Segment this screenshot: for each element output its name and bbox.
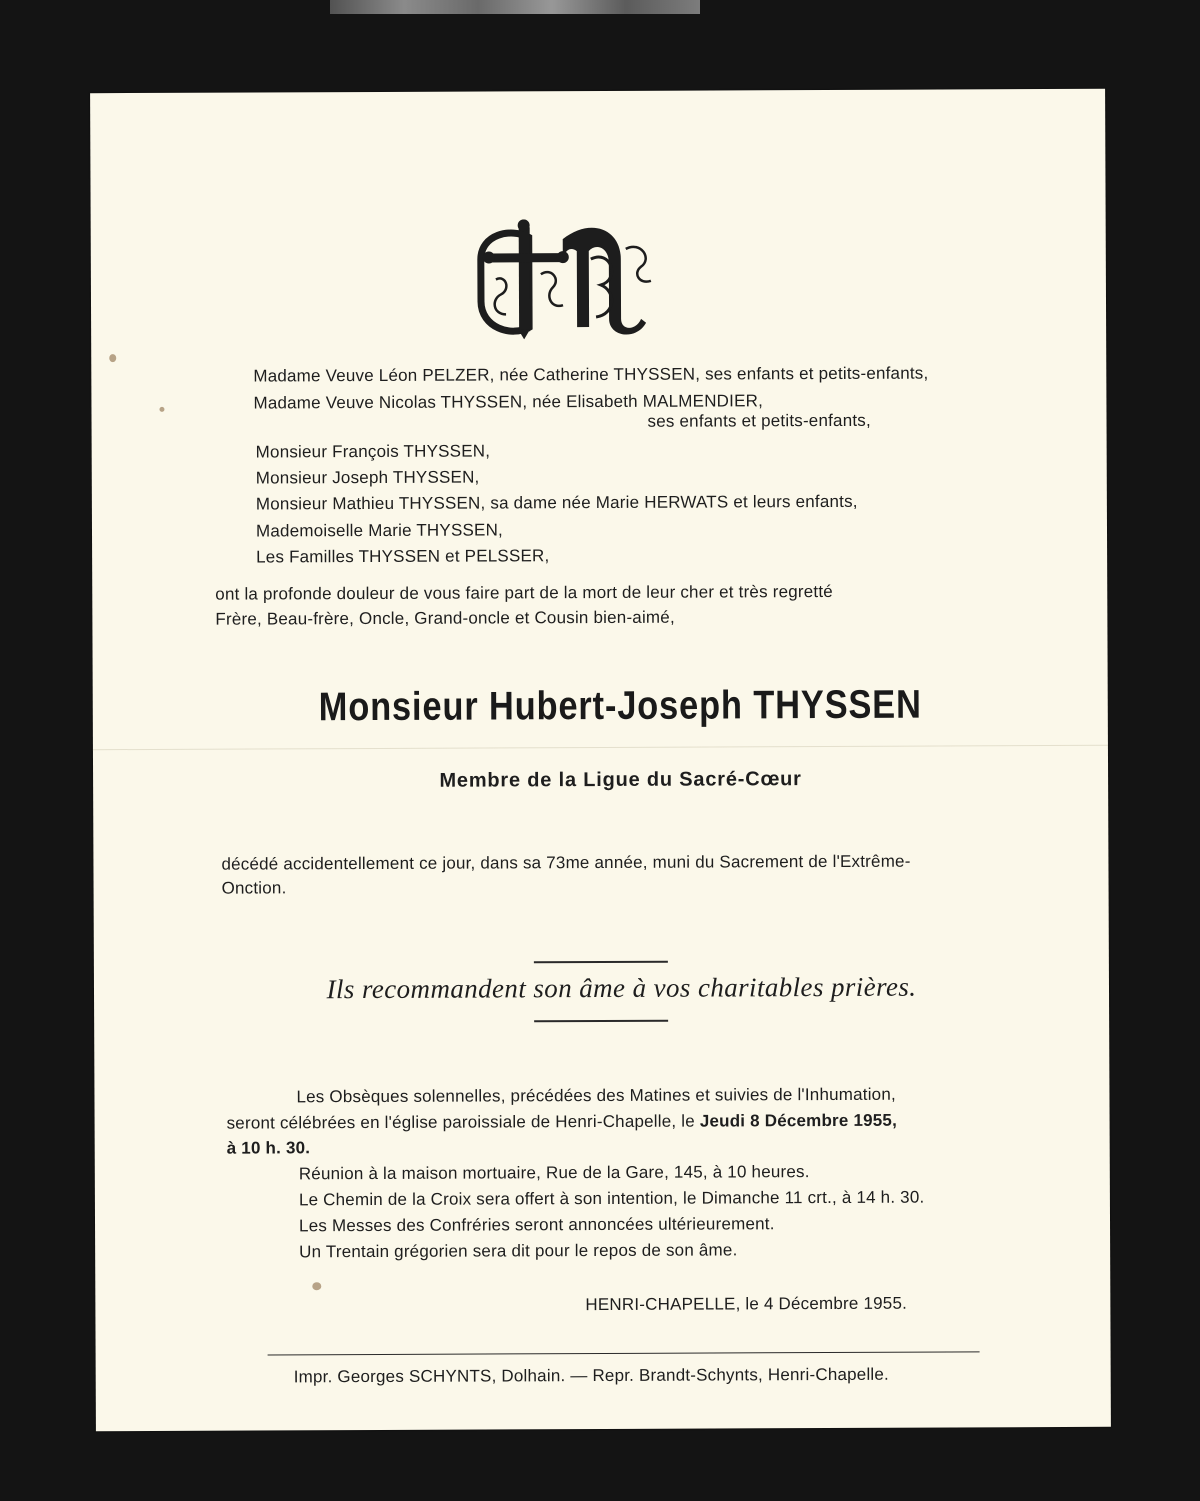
funeral-line-6: Les Messes des Confréries seront annoncées ultérieurement.: [298, 1214, 775, 1236]
deceased-name: Monsieur Hubert-Joseph THYSSEN: [318, 682, 922, 730]
death-notice-card: [90, 89, 1111, 1431]
stain-spot: [159, 407, 164, 412]
death-line-2: Onction.: [221, 878, 287, 898]
cross-monogram-icon: [471, 219, 657, 340]
funeral-time: à 10 h. 30.: [226, 1138, 311, 1158]
funeral-line-2-text: seront célébrées en l'église paroissiale de Henri-Chapelle, le: [226, 1111, 700, 1133]
family-line-2: Madame Veuve Nicolas THYSSEN, née Elisabeth MALMENDIER,: [253, 391, 764, 413]
family-line-3: Monsieur François THYSSEN,: [255, 441, 491, 462]
family-line-4: Monsieur Joseph THYSSEN,: [255, 467, 480, 488]
divider-top: [534, 961, 668, 963]
stain-spot: [312, 1282, 321, 1290]
family-line-2-continuation: ses enfants et petits-enfants,: [647, 410, 871, 431]
stain-spot: [109, 354, 116, 362]
announcement-line-2: Frère, Beau-frère, Oncle, Grand-oncle et Cousin bien-aimé,: [215, 607, 675, 629]
printer-line: Impr. Georges SCHYNTS, Dolhain. — Repr. Brandt-Schynts, Henri-Chapelle.: [293, 1364, 889, 1387]
funeral-line-2: [227, 1111, 897, 1134]
place-date: HENRI-CHAPELLE, le 4 Décembre 1955.: [585, 1293, 908, 1315]
printer-rule: [268, 1351, 980, 1355]
funeral-date: Jeudi 8 Décembre 1955,: [699, 1110, 898, 1131]
family-line-1: Madame Veuve Léon PELZER, née Catherine THYSSEN, ses enfants et petits-enfants,: [253, 363, 929, 386]
funeral-line-4: Réunion à la maison mortuaire, Rue de la Gare, 145, à 10 heures.: [298, 1162, 810, 1184]
funeral-line-5: Le Chemin de la Croix sera offert à son intention, le Dimanche 11 crt., à 14 h. 30.: [298, 1187, 925, 1210]
divider-bottom: [534, 1020, 668, 1022]
prayer-line: Ils recommandent son âme à vos charitables prières.: [326, 971, 917, 1005]
deceased-title: Membre de la Ligue du Sacré-Cœur: [439, 768, 802, 792]
family-line-6: Mademoiselle Marie THYSSEN,: [255, 520, 503, 541]
funeral-line-1: Les Obsèques solennelles, précédées des Matines et suivies de l'Inhumation,: [296, 1084, 896, 1107]
family-line-5: Monsieur Mathieu THYSSEN, sa dame née Marie HERWATS et leurs enfants,: [255, 491, 858, 514]
scan-edge-noise: [330, 0, 700, 14]
death-line-1: décédé accidentellement ce jour, dans sa 73me année, muni du Sacrement de l'Extrême-: [221, 851, 911, 874]
announcement-line-1: ont la profonde douleur de vous faire part de la mort de leur cher et très regretté: [215, 581, 833, 604]
family-line-7: Les Familles THYSSEN et PELSSER,: [256, 546, 550, 567]
fold-line: [93, 745, 1108, 750]
funeral-line-7: Un Trentain grégorien sera dit pour le repos de son âme.: [299, 1240, 738, 1262]
